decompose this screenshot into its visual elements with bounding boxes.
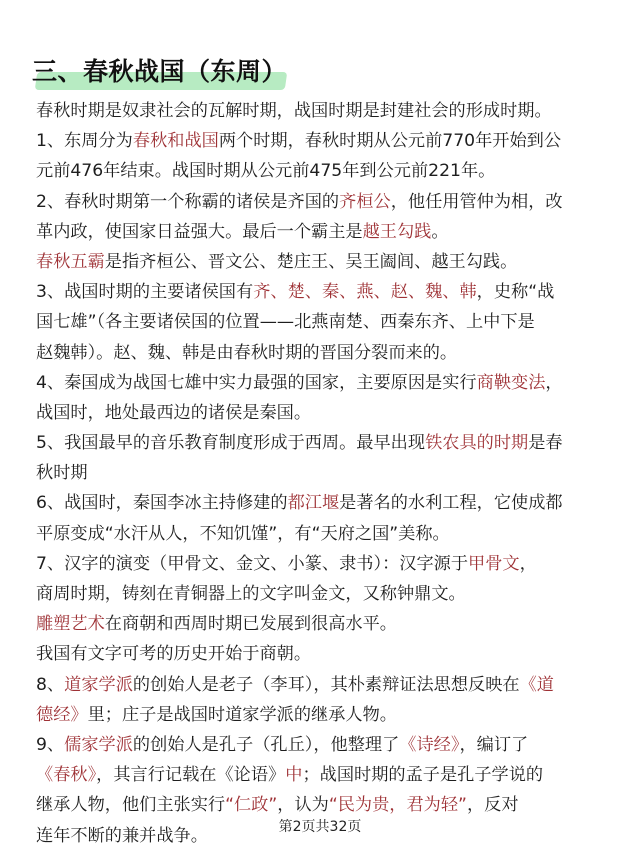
text-segment: 9、 (36, 734, 65, 755)
text-segment: 的创始人是老子（李耳），其朴素辩证法思想反映在 (132, 674, 520, 695)
text-segment: 革内政，使国家日益强大。最后一个霸主是 (36, 221, 363, 242)
text-line (36, 368, 608, 398)
text-line (36, 277, 608, 307)
highlighted-term: “民为贵，君为轻” (328, 795, 467, 816)
highlighted-term: 越王勾践 (362, 221, 432, 242)
text-segment: 是著名的水利工程，它使成都 (339, 493, 563, 514)
text-line (36, 730, 608, 760)
highlighted-term: 《诗经》 (399, 734, 460, 755)
highlighted-term: 春秋和战国 (132, 131, 219, 152)
text-line (36, 579, 608, 609)
section-heading-block (32, 52, 287, 96)
text-line (36, 639, 608, 669)
text-segment: 是指齐桓公、晋文公、楚庄王、吴王阖闾、越王勾践。 (104, 251, 518, 272)
text-segment: 8、 (36, 674, 65, 695)
text-line (36, 398, 608, 428)
highlighted-term: 《道 (519, 674, 554, 695)
highlighted-term: 儒家学派 (64, 734, 133, 755)
text-segment: 6、战国时，秦国李冰主持修建的 (36, 493, 288, 514)
text-segment: 3、战国时期的主要诸侯国有 (36, 282, 254, 303)
text-segment: ， (519, 553, 537, 574)
text-segment: 连年不断的兼并战争。 (36, 825, 208, 846)
text-line (36, 338, 608, 368)
text-segment: 2、春秋时期第一个称霸的诸侯是齐国的 (36, 191, 340, 212)
text-segment: 在商朝和西周时期已发展到很高水平。 (104, 614, 397, 635)
text-segment: 元前476年结束。战国时期从公元前475年到公元前221年。 (36, 161, 496, 182)
text-segment: ，编订了 (459, 734, 529, 755)
text-segment: 是春 (528, 433, 563, 454)
text-segment: 国七雄”（各主要诸侯国的位置——北燕南楚、西秦东齐、上中下是 (36, 312, 535, 333)
text-line (36, 217, 608, 247)
highlighted-term: “仁政” (225, 795, 278, 816)
text-segment: 7、汉字的演变（甲骨文、金文、小篆、隶书）：汉字源于 (36, 553, 469, 574)
text-line (36, 549, 608, 579)
text-line (36, 307, 608, 337)
text-line (36, 126, 608, 156)
section-heading: 三、春秋战国（东周） (32, 57, 288, 86)
text-line (36, 247, 608, 277)
text-segment: 5、我国最早的音乐教育制度形成于西周。最早出现 (36, 433, 426, 454)
text-line (36, 760, 608, 790)
text-line (36, 96, 608, 126)
highlighted-term: 《春秋》 (36, 765, 97, 786)
highlighted-term: 铁农具的时期 (425, 433, 529, 454)
highlighted-term: 都江堰 (287, 493, 340, 514)
highlighted-term: 春秋五霸 (36, 251, 105, 272)
text-line (36, 670, 608, 700)
text-line (36, 458, 608, 488)
highlighted-term: 雕塑艺术 (36, 614, 105, 635)
text-segment: 的创始人是孔子（孔丘），他整理了 (132, 734, 400, 755)
text-line (36, 156, 608, 186)
text-line (36, 187, 608, 217)
text-line (36, 488, 608, 518)
text-segment: 战国时，地处最西边的诸侯是秦国。 (36, 402, 312, 423)
text-segment: 平原变成“水汗从人，不知饥馑”，有“天府之国”美称。 (36, 523, 450, 544)
text-segment: 。 (431, 221, 449, 242)
text-segment: ，他任用管仲为相，改 (390, 191, 563, 212)
text-line (36, 428, 608, 458)
document-body (36, 96, 608, 851)
text-segment: 赵魏韩）。赵、魏、韩是由春秋时期的晋国分裂而来的。 (36, 342, 458, 363)
text-segment: 商周时期，铸刻在青铜器上的文字叫金文，又称钟鼎文。 (36, 584, 466, 604)
text-segment: 1、东周分为 (36, 131, 133, 152)
text-line (36, 609, 608, 639)
text-segment: ，认为 (277, 795, 329, 816)
text-segment: ；战国时期的孟子是孔子学说的 (302, 765, 544, 786)
highlighted-term: 中 (285, 765, 303, 786)
text-segment: ，其言行记载在《论语》 (96, 765, 286, 786)
text-segment: 里；庄子是战国时道家学派的继承人物。 (87, 704, 397, 725)
highlighted-term: 德经》 (36, 704, 88, 725)
text-line (36, 519, 608, 549)
text-segment: ，反对 (466, 795, 519, 816)
highlighted-term: 商鞅变法 (476, 372, 546, 393)
highlighted-term: 道家学派 (64, 674, 133, 695)
text-segment: 两个时期，春秋时期从公元前770年开始到公 (218, 131, 562, 152)
text-segment: 春秋时期是奴隶社会的瓦解时期，战国时期是封建社会的形成时期。 (36, 101, 552, 121)
text-segment: ， (545, 372, 563, 393)
text-line (36, 700, 608, 730)
text-segment: 秋时期 (36, 463, 88, 484)
page-number: 第2页共32页 (278, 819, 362, 835)
highlighted-term: 齐、楚、秦、燕、赵、魏、韩 (253, 282, 477, 303)
highlighted-term: 甲骨文 (468, 553, 520, 574)
text-segment: 我国有文字可考的历史开始于商朝。 (36, 644, 312, 665)
text-segment: 4、秦国成为战国七雄中实力最强的国家，主要原因是实行 (36, 372, 477, 393)
text-segment: 继承人物，他们主张实行 (36, 795, 226, 816)
highlighted-term: 齐桓公 (339, 191, 391, 212)
text-segment: ，史称“战 (476, 282, 555, 303)
